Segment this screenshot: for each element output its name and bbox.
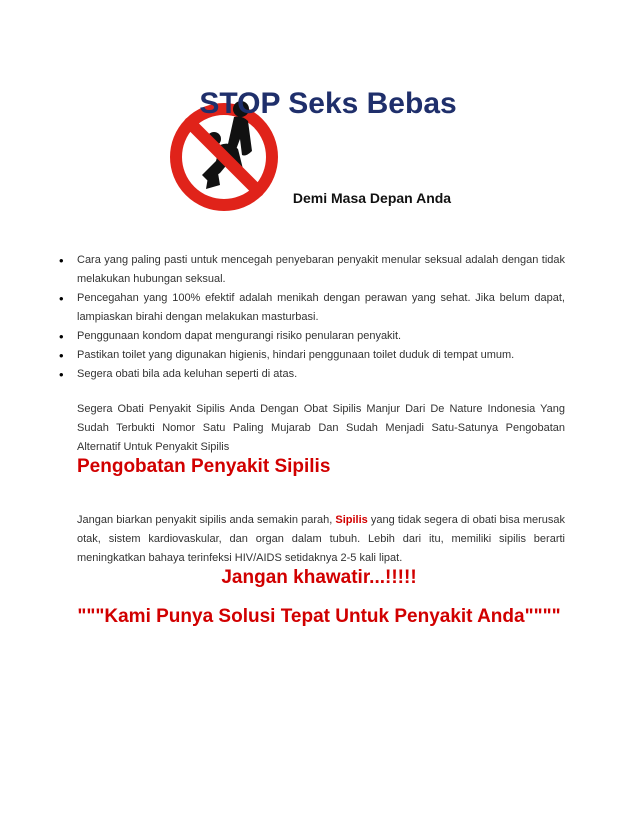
stop-seks-bebas-banner	[162, 73, 476, 217]
list-item: • Pencegahan yang 100% efektif adalah menikah dengan perawan yang sehat. Jika belum dapat, lampiaskan birahi dengan melakukan masturbasi.	[59, 289, 565, 327]
list-item: • Cara yang paling pasti untuk mencegah penyebaran penyakit menular seksual adalah dengan tidak melakukan hubungan seksual.	[59, 251, 565, 289]
section-heading: Pengobatan Penyakit Sipilis	[77, 456, 331, 477]
list-item: • Pastikan toilet yang digunakan higienis, hindari penggunaan toilet duduk di tempat umum.	[59, 346, 565, 365]
sipilis-link[interactable]: Sipilis	[335, 514, 368, 526]
banner-subtitle: Demi Masa Depan Anda	[292, 190, 452, 206]
body-text-before: Jangan biarkan penyakit sipilis anda semakin parah,	[77, 514, 336, 526]
banner-graphic	[162, 73, 476, 217]
body-text-after: yang tidak segera di obati bisa merusak otak, sistem kardiovaskular, dan organ dalam tubuh. Lebih dari itu, memiliki sipilis berarti meningkatkan bahaya terinfeksi HIV/AIDS setidaknya 2-5 kali lipat.	[77, 514, 565, 564]
cta-line-2: """Kami Punya Solusi Tepat Untuk Penyakit Anda""""	[77, 606, 561, 627]
intro-paragraph: Segera Obati Penyakit Sipilis Anda Dengan Obat Sipilis Manjur Dari De Nature Indonesia Yang Sudah Terbukti Nomor Satu Paling Mujarab Dan Sudah Menjadi Satu-Satunya Pengobatan Alternatif Untuk Penyakit Sipilis	[77, 403, 565, 453]
list-item: • Segera obati bila ada keluhan seperti di atas.	[59, 365, 565, 384]
body-paragraph	[77, 511, 565, 568]
list-item: • Penggunaan kondom dapat mengurangi risiko penularan penyakit.	[59, 327, 565, 346]
cta-line-1: Jangan khawatir...!!!!!	[221, 567, 417, 588]
prevention-list	[59, 251, 565, 384]
banner-title: STOP Seks Bebas	[199, 87, 457, 120]
